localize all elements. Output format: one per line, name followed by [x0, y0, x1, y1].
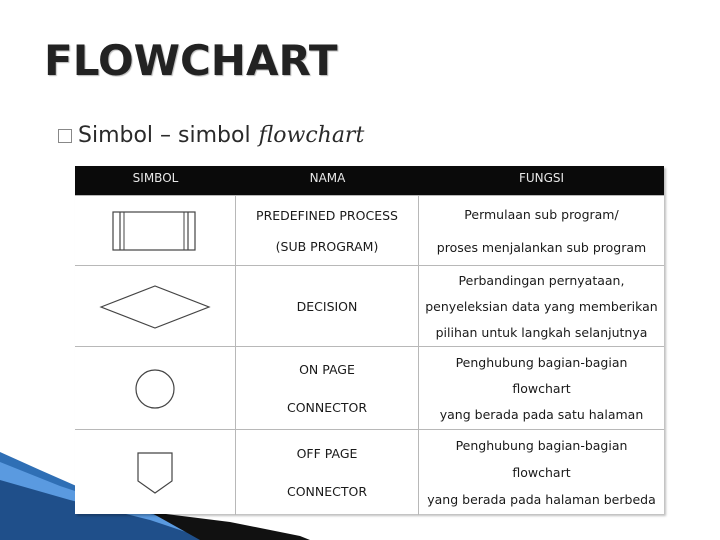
table-row	[75, 346, 664, 430]
table-row	[75, 265, 664, 347]
subtitle-italic-text: flowchart	[258, 122, 365, 148]
off-page-connector-icon	[130, 447, 180, 499]
flowchart-symbol-table	[75, 166, 664, 514]
function-line: flowchart	[512, 465, 571, 480]
header-simbol: SIMBOL	[132, 171, 179, 185]
function-line: flowchart	[512, 380, 571, 396]
predefined-process-icon	[110, 208, 200, 254]
function-cell	[419, 266, 664, 347]
name-line: PREDEFINED PROCESS	[256, 208, 398, 223]
symbol-cell	[75, 347, 236, 430]
function-line: yang berada pada halaman berbeda	[427, 492, 656, 507]
table-header	[75, 166, 664, 195]
bullet-icon	[58, 129, 72, 143]
table-row	[75, 429, 664, 515]
function-line: yang berada pada satu halaman	[439, 407, 644, 423]
function-cell	[419, 430, 664, 515]
function-line: Penghubung bagian-bagian	[455, 438, 628, 453]
symbol-cell	[75, 266, 236, 347]
name-line: (SUB PROGRAM)	[275, 239, 379, 254]
name-cell	[236, 266, 419, 347]
on-page-connector-icon	[130, 364, 180, 414]
function-line: Permulaan sub program/	[464, 207, 619, 222]
subtitle-text: Simbol – simbol	[78, 122, 251, 148]
decision-icon	[95, 282, 215, 332]
name-line: ON PAGE	[299, 362, 355, 378]
name-line: DECISION	[296, 299, 358, 314]
name-cell	[236, 430, 419, 515]
function-line: proses menjalankan sub program	[436, 240, 647, 255]
header-fungsi: FUNGSI	[518, 171, 565, 185]
subtitle	[58, 120, 364, 150]
header-nama: NAMA	[309, 171, 346, 185]
symbol-cell	[75, 430, 236, 515]
function-line: pilihan untuk langkah selanjutnya	[435, 324, 648, 340]
function-line: penyeleksian data yang memberikan	[425, 298, 658, 314]
name-cell	[236, 347, 419, 430]
name-line: CONNECTOR	[286, 399, 368, 415]
function-cell	[419, 347, 664, 430]
name-line: OFF PAGE	[296, 445, 358, 461]
function-cell	[419, 196, 664, 266]
name-line: CONNECTOR	[286, 484, 368, 500]
function-line: Perbandingan pernyataan,	[458, 273, 625, 289]
page-title: FLOWCHART	[44, 36, 338, 85]
symbol-cell	[75, 196, 236, 266]
name-cell	[236, 196, 419, 266]
function-line: Penghubung bagian-bagian	[455, 354, 628, 370]
table-row	[75, 195, 664, 266]
